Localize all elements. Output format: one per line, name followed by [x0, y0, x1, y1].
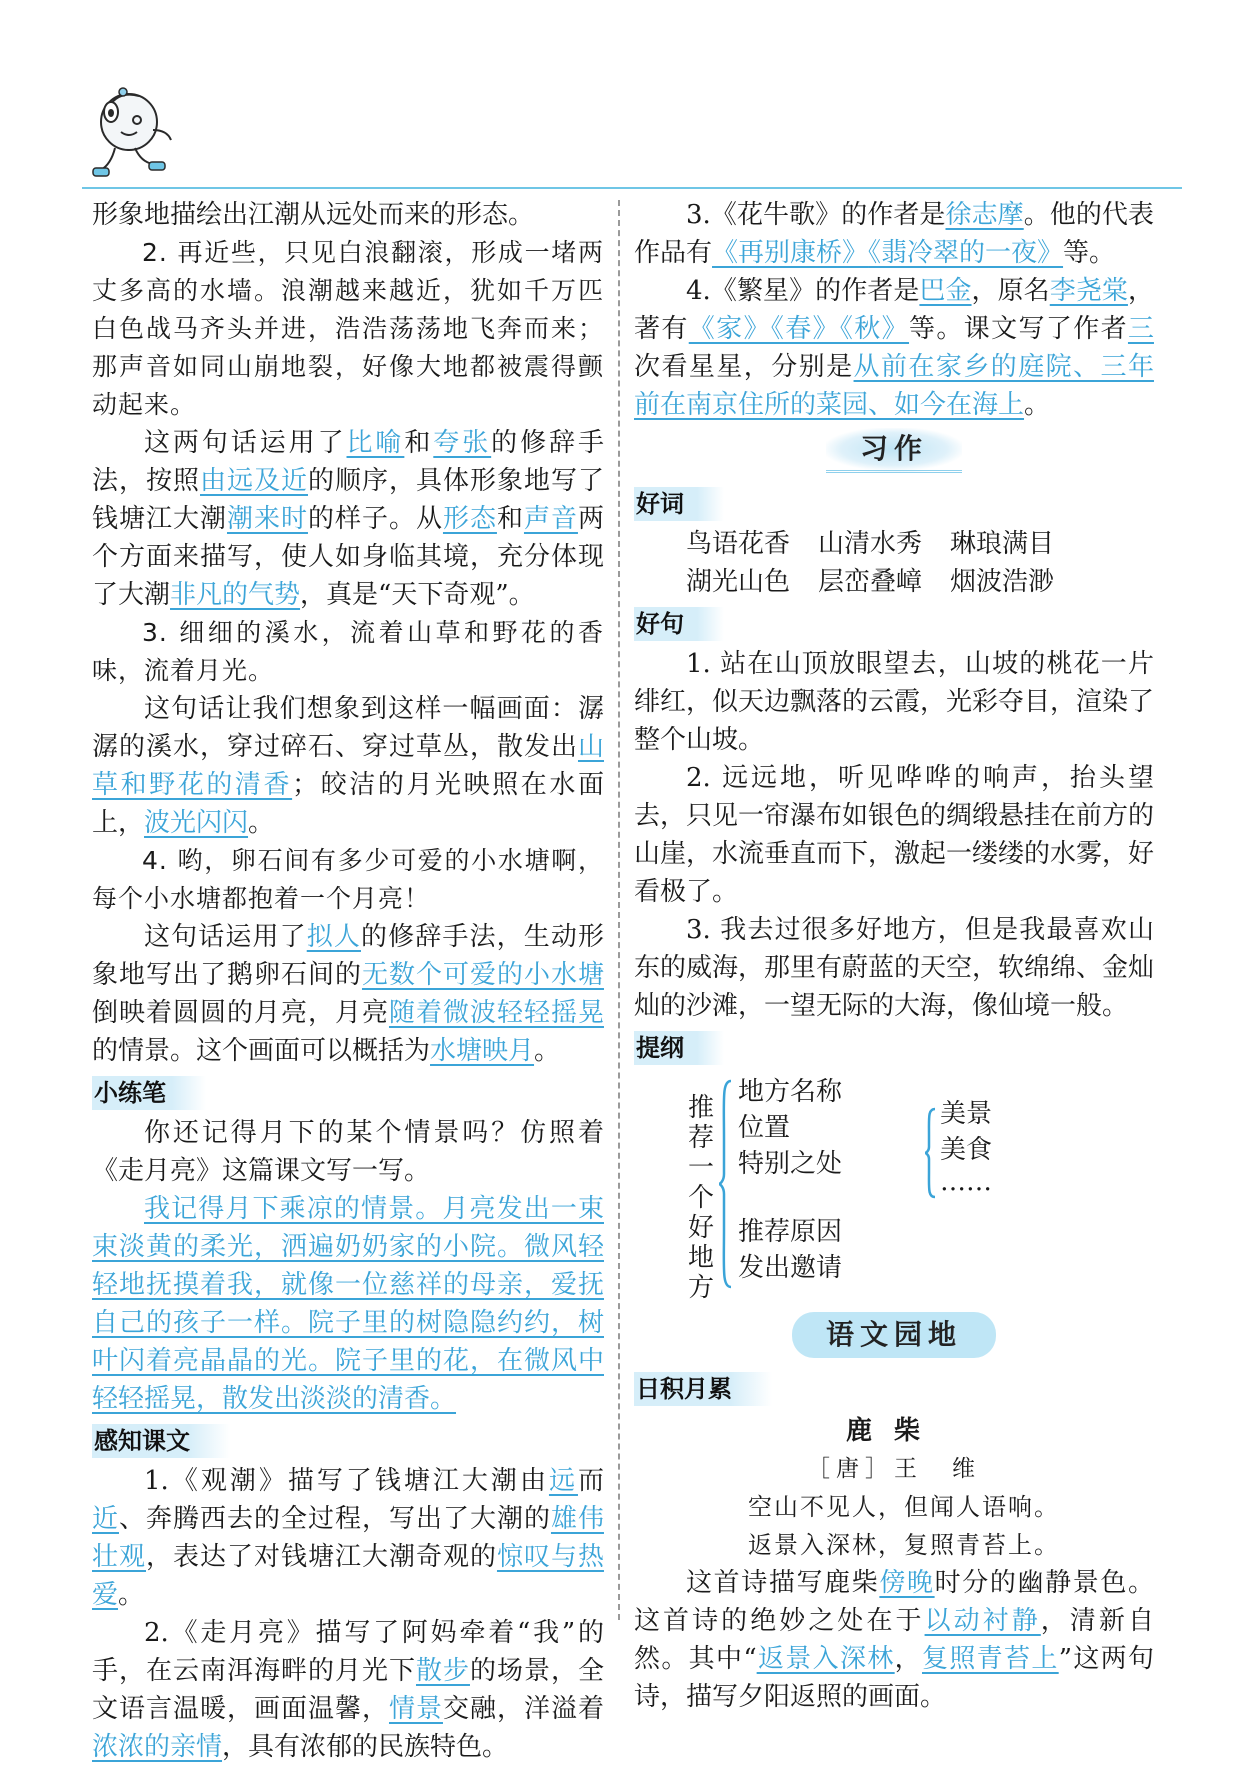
question-4: 4. 哟，卵石间有多少可爱的小水塘啊，每个小水塘都抱着一个月亮！	[92, 846, 604, 913]
practice-question: 你还记得月下的某个情景吗？仿照着《走月亮》这篇课文写一写。	[92, 1118, 604, 1186]
good-words-row-2	[634, 563, 1154, 601]
left-column	[92, 196, 604, 1766]
outline-subitem-1: 美景	[940, 1099, 993, 1129]
good-sentence-2: 2. 远远地，听见哗哗的响声，抬头望去，只见一帘瀑布如银色的绸缎悬挂在前方的山崖，水流垂直而下，激起一缕缕的水雾，好看极了。	[634, 763, 1155, 907]
answer-4: 这句话运用了拟人的修辞手法，生动形象地写出了鹅卵石间的无数个可爱的小水塘倒映着圆圆的月亮，月亮随着微波轻轻摇晃的情景。这个画面可以概括为水塘映月。	[92, 922, 604, 1066]
section-label-practice: 小练笔	[92, 1076, 206, 1110]
banner-garden-title: 语文园地	[792, 1312, 996, 1358]
moon-mascot-icon	[85, 80, 180, 185]
banner-garden	[634, 1312, 1154, 1358]
question-3: 3. 细细的溪水，流着山草和野花的香味，流着月光。	[92, 618, 604, 685]
word-item: 烟波浩渺	[950, 567, 1055, 597]
word-item: 鸟语花香	[686, 529, 791, 559]
poem-title: 鹿柴	[845, 1416, 942, 1446]
right-column	[634, 196, 1154, 1716]
good-sentence-3: 3. 我去过很多好地方，但是我最喜欢山东的威海，那里有蔚蓝的天空，软绵绵、金灿灿的沙滩，一望无际的大海，像仙境一般。	[634, 915, 1155, 1021]
column-divider	[618, 200, 620, 1620]
good-sentence-1: 1. 站在山顶放眼望去，山坡的桃花一片绯红，似天边飘落的云霞，光彩夺目，渲染了整个山坡。	[634, 649, 1155, 755]
section-label-sentences: 好句	[634, 607, 724, 641]
word-item: 层峦叠嶂	[818, 567, 923, 597]
practice-answer: 我记得月下乘凉的情景。月亮发出一束束淡黄的柔光，洒遍奶奶家的小院。微风轻轻地抚摸着我，就像一位慈祥的母亲，爱抚自己的孩子一样。院子里的树隐隐约约，树叶闪着亮晶晶的光。院子里的花，在微风中轻轻摇晃，散发出淡淡的清香。	[92, 1194, 604, 1414]
outline-item-4: 推荐原因	[738, 1217, 843, 1247]
section-label-daily: 日积月累	[634, 1372, 772, 1406]
outline-diagram	[634, 1073, 1154, 1303]
perceive-item-1: 1.《观潮》描写了钱塘江大潮由远而近、奔腾西去的全过程，写出了大潮的雄伟壮观，表达了对钱塘江大潮奇观的惊叹与热爱。	[92, 1466, 604, 1610]
brace-icon	[718, 1079, 732, 1289]
outline-title: 推荐一个好地方	[688, 1093, 715, 1303]
section-label-words: 好词	[634, 487, 724, 521]
outline-item-2: 位置	[738, 1113, 791, 1143]
word-item: 琳琅满目	[950, 529, 1055, 559]
perceive-item-4: 4.《繁星》的作者是巴金，原名李尧棠，著有《家》《春》《秋》等。课文写了作者三次看星星，分别是从前在家乡的庭院、三年前在南京住所的菜园、如今在海上。	[634, 276, 1154, 420]
perceive-item-3: 3.《花牛歌》的作者是徐志摩。他的代表作品有《再别康桥》《翡冷翠的一夜》等。	[634, 200, 1154, 268]
word-item: 山清水秀	[818, 529, 923, 559]
question-2: 2. 再近些，只见白浪翻滚，形成一堵两丈多高的水墙。浪潮越来越近，犹如千万匹白色战马齐头并进，浩浩荡荡地飞奔而来；那声音如同山崩地裂，好像大地都被震得颤动起来。	[92, 238, 604, 419]
banner-writing	[634, 428, 1154, 473]
outline-item-5: 发出邀请	[738, 1253, 843, 1283]
perceive-item-2: 2.《走月亮》描写了阿妈牵着“我”的手，在云南洱海畔的月光下散步的场景，全文语言温暖，画面温馨，情景交融，洋溢着浓浓的亲情，具有浓郁的民族特色。	[92, 1618, 604, 1762]
good-words-row-1	[634, 525, 1154, 563]
answer-2: 这两句话运用了比喻和夸张的修辞手法，按照由远及近的顺序，具体形象地写了钱塘江大潮潮来时的样子。从形态和声音两个方面来描写，使人如身临其境，充分体现了大潮非凡的气势，真是“天下奇观”。	[92, 428, 604, 610]
answer-3: 这句话让我们想象到这样一幅画面：潺潺的溪水，穿过碎石、穿过草丛，散发出山草和野花的清香；皎洁的月光映照在水面上，波光闪闪。	[92, 694, 604, 838]
section-label-outline: 提纲	[634, 1031, 724, 1065]
poem-line-1: 空山不见人，但闻人语响。	[748, 1493, 1060, 1521]
brace-icon	[924, 1107, 936, 1199]
section-label-perceive: 感知课文	[92, 1424, 230, 1458]
outline-item-3: 特别之处	[738, 1149, 843, 1179]
word-item: 湖光山色	[686, 567, 791, 597]
poem-line-2: 返景入深林，复照青苔上。	[748, 1531, 1060, 1559]
poem-analysis: 这首诗描写鹿柴傍晚时分的幽静景色。这首诗的绝妙之处在于以动衬静，清新自然。其中“返景入深林，复照青苔上”这两句诗，描写夕阳返照的画面。	[634, 1568, 1154, 1712]
banner-writing-title: 习作	[826, 428, 962, 473]
outline-item-1: 地方名称	[738, 1077, 843, 1107]
text-continuation: 形象地描绘出江潮从远处而来的形态。	[92, 200, 535, 230]
header-rule	[82, 187, 1182, 189]
outline-subitem-3: ……	[940, 1167, 992, 1197]
poem-author: ［唐］王 维	[807, 1456, 981, 1482]
outline-subitem-2: 美食	[940, 1135, 993, 1165]
